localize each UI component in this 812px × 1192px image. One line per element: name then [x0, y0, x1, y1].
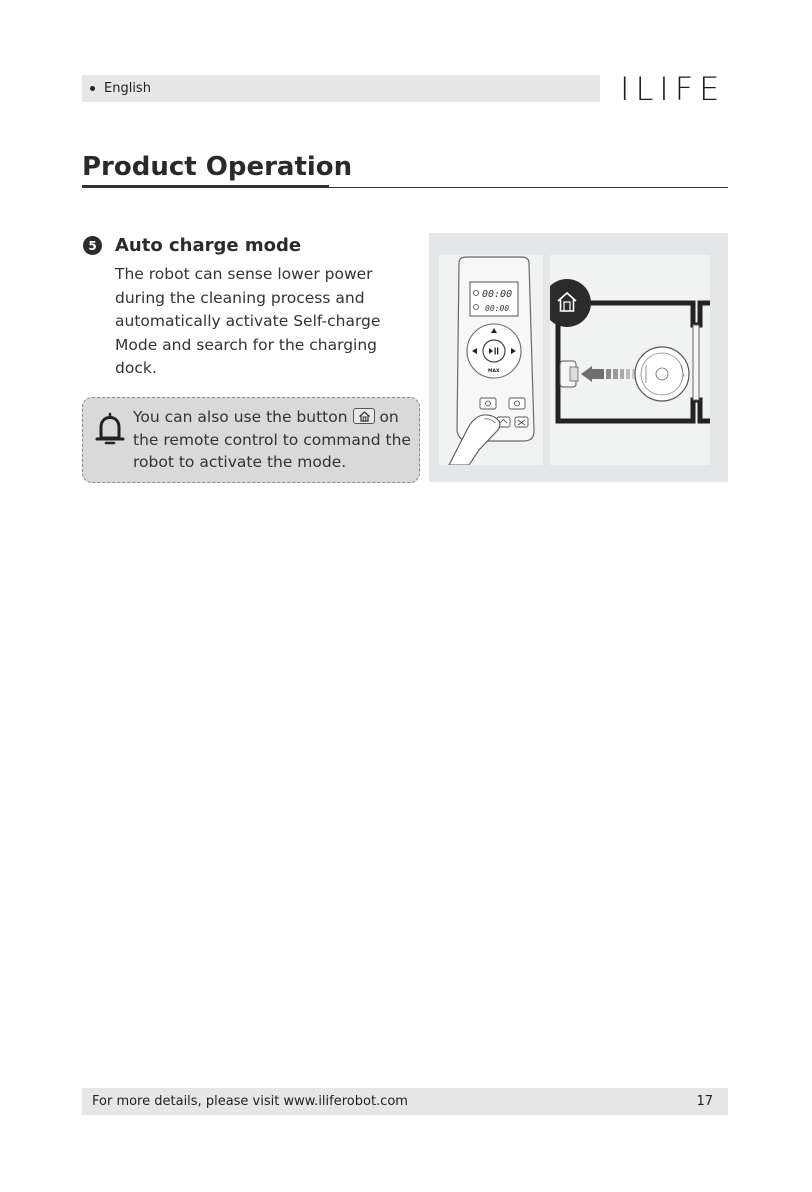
note-callout — [82, 397, 420, 483]
note-text-before: You can also use the button — [133, 408, 348, 426]
footer-bar — [82, 1088, 728, 1115]
robot-docking-illustration — [550, 255, 710, 465]
bullet-icon — [90, 86, 95, 91]
remote-panel — [439, 255, 543, 465]
remote-max-label: MAX — [488, 369, 500, 374]
title-underline — [82, 185, 329, 188]
remote-control-illustration — [439, 255, 543, 465]
note-text — [133, 406, 423, 474]
home-button-icon — [353, 408, 375, 424]
remote-display-time-1: 00:00 — [482, 289, 513, 300]
remote-display-time-2: 00:00 — [485, 304, 510, 313]
step-number-badge: 5 — [83, 236, 102, 255]
language-label: English — [104, 81, 151, 96]
step-title: Auto charge mode — [115, 235, 302, 256]
note-text-after: on the remote control to command the robot to activate the mode. — [133, 408, 411, 471]
page-number: 17 — [696, 1094, 713, 1109]
language-bar — [82, 75, 600, 102]
auto-charge-illustration — [429, 233, 728, 482]
robot-docking-panel — [550, 255, 710, 465]
page-title: Product Operation — [82, 152, 353, 182]
brand-logo: ILIFE — [620, 70, 726, 108]
step-description: The robot can sense lower power during the cleaning process and automatically activate Self-charge Mode and search for the charging dock. — [115, 265, 381, 377]
footer-text: For more details, please visit www.iliferobot.com — [92, 1094, 408, 1109]
bell-icon — [95, 412, 125, 446]
